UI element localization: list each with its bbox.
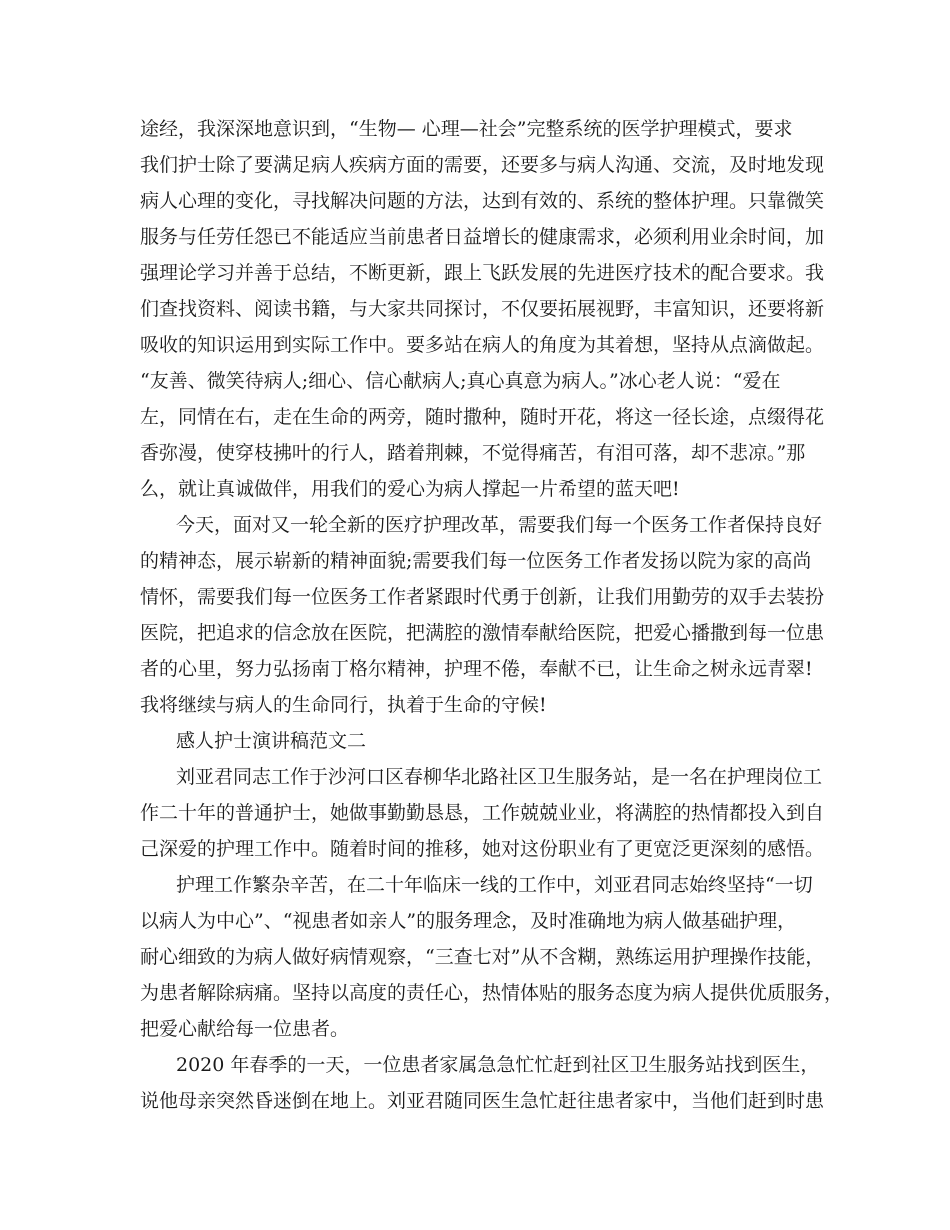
text-line: 己深爱的护理工作中。随着时间的推移，她对这份职业有了更宽泛更深刻的感悟。 xyxy=(140,838,825,860)
text-line: “友善、微笑待病人;细心、信心献病人;真心真意为病人。”冰心老人说：“爱在 xyxy=(140,370,781,392)
text-line: 医院，把追求的信念放在医院，把满腔的激情奉献给医院，把爱心播撒到每一位患 xyxy=(140,622,825,644)
text-line: 左，同情在右，走在生命的两旁，随时撒种，随时开花，将这一径长途，点缀得花 xyxy=(140,406,825,428)
text-line: 今天，面对又一轮全新的医疗护理改革，需要我们每一个医务工作者保持良好 xyxy=(176,514,823,536)
text-line: 为患者解除病痛。坚持以高度的责任心，热情体贴的服务态度为病人提供优质服务， xyxy=(140,982,844,1004)
text-line: 香弥漫，使穿枝拂叶的行人，踏着荆棘，不觉得痛苦，有泪可落，却不悲凉。”那 xyxy=(140,442,806,464)
section-heading: 感人护士演讲稿范文二 xyxy=(176,730,367,752)
text-line: 的精神态，展示崭新的精神面貌;需要我们每一位医务工作者发扬以院为家的高尚 xyxy=(140,550,812,572)
text-line: 么，就让真诚做伴，用我们的爱心为病人撑起一片希望的蓝天吧! xyxy=(140,478,680,500)
text-line: 说他母亲突然昏迷倒在地上。刘亚君随同医生急忙赶往患者家中，当他们赶到时患 xyxy=(140,1090,825,1112)
text-line: 刘亚君同志工作于沙河口区春柳华北路社区卫生服务站，是一名在护理岗位工 xyxy=(176,766,823,788)
text-line: 耐心细致的为病人做好病情观察，“三查七对”从不含糊，熟练运用护理操作技能， xyxy=(140,946,825,968)
text-line: 护理工作繁杂辛苦，在二十年临床一线的工作中，刘亚君同志始终坚持“一切 xyxy=(176,874,813,896)
text-line: 2020 年春季的一天，一位患者家属急急忙忙赶到社区卫生服务站找到医生， xyxy=(176,1054,820,1076)
text-line: 作二十年的普通护士，她做事勤勤恳恳，工作兢兢业业，将满腔的热情都投入到自 xyxy=(140,802,825,824)
text-line: 把爱心献给每一位患者。 xyxy=(140,1018,350,1040)
text-line: 我将继续与病人的生命同行，执着于生命的守候! xyxy=(140,694,547,716)
text-line: 们查找资料、阅读书籍，与大家共同探讨，不仅要拓展视野，丰富知识，还要将新 xyxy=(140,298,825,320)
text-line: 情怀，需要我们每一位医务工作者紧跟时代勇于创新，让我们用勤劳的双手去装扮 xyxy=(140,586,825,608)
text-line: 以病人为中心”、“视患者如亲人”的服务理念，及时准确地为病人做基础护理， xyxy=(140,910,797,932)
text-line: 者的心里，努力弘扬南丁格尔精神，护理不倦，奉献不已，让生命之树永远青翠! xyxy=(140,658,813,680)
text-line: 吸收的知识运用到实际工作中。要多站在病人的角度为其着想，坚持从点滴做起。 xyxy=(140,334,825,356)
text-line: 强理论学习并善于总结，不断更新，跟上飞跃发展的先进医疗技术的配合要求。我 xyxy=(140,262,825,284)
text-line: 病人心理的变化，寻找解决问题的方法，达到有效的、系统的整体护理。只靠微笑 xyxy=(140,190,825,212)
text-line: 途经，我深深地意识到，“生物— 心理—社会”完整系统的医学护理模式，要求 xyxy=(140,118,793,140)
text-line: 服务与任劳任怨已不能适应当前患者日益增长的健康需求，必须利用业余时间，加 xyxy=(140,226,825,248)
text-line: 我们护士除了要满足病人疾病方面的需要，还要多与病人沟通、交流，及时地发现 xyxy=(140,154,825,176)
